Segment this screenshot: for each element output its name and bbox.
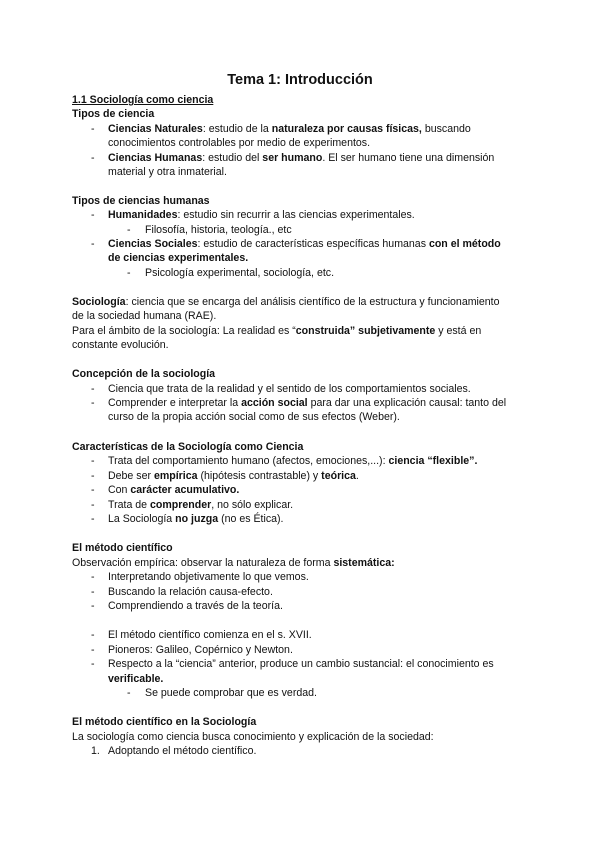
paragraph-observacion: Observación empírica: observar la naturaleza de forma sistemática: xyxy=(72,557,395,569)
section-heading-1-1: 1.1 Sociología como ciencia xyxy=(72,94,214,106)
heading-metodo-cientifico: El método científico xyxy=(72,542,173,554)
bullet-dash: - xyxy=(91,455,95,467)
bullet-dash: - xyxy=(91,629,95,641)
bullet-dash: - xyxy=(91,383,95,395)
bullet-dash: - xyxy=(91,513,95,525)
list-item: El método científico comienza en el s. XVII. xyxy=(108,629,312,641)
list-item-continuation: curso de la propia acción social como de sus efectos (Weber). xyxy=(108,411,400,423)
list-item-ciencias-naturales: Ciencias Naturales: estudio de la naturaleza por causas físicas, buscando xyxy=(108,123,471,135)
list-item: La Sociología no juzga (no es Ética). xyxy=(108,513,284,525)
heading-tipos-ciencias-humanas: Tipos de ciencias humanas xyxy=(72,195,210,207)
definition-sociologia: Sociología: ciencia que se encarga del análisis científico de la estructura y funcionamiento xyxy=(72,296,500,308)
list-item-continuation: de ciencias experimentales. xyxy=(108,252,249,264)
list-item: Trata del comportamiento humano (afectos, emociones,...): ciencia “flexible”. xyxy=(108,455,478,467)
bullet-dash: - xyxy=(91,484,95,496)
sub-list-item: Filosofía, historia, teología., etc xyxy=(145,224,292,236)
sub-bullet-dash: - xyxy=(127,687,131,699)
list-item-continuation: conocimientos controlables por medio de experimentos. xyxy=(108,137,371,149)
bullet-dash: - xyxy=(91,238,95,250)
paragraph-intro: La sociología como ciencia busca conocimiento y explicación de la sociedad: xyxy=(72,731,434,743)
list-number: 1. xyxy=(91,745,100,757)
list-item: Debe ser empírica (hipótesis contrastable) y teórica. xyxy=(108,470,359,482)
numbered-list-item: Adoptando el método científico. xyxy=(108,745,257,757)
definition-continuation: de la sociedad humana (RAE). xyxy=(72,310,217,322)
list-item: Comprender e interpretar la acción social para dar una explicación causal: tanto del xyxy=(108,397,507,409)
list-item: Comprendiendo a través de la teoría. xyxy=(108,600,283,612)
list-item: Trata de comprender, no sólo explicar. xyxy=(108,499,294,511)
bullet-dash: - xyxy=(91,586,95,598)
bullet-dash: - xyxy=(91,658,95,670)
bullet-dash: - xyxy=(91,123,95,135)
list-item: Respecto a la “ciencia” anterior, produce un cambio sustancial: el conocimiento es xyxy=(108,658,494,670)
heading-concepcion: Concepción de la sociología xyxy=(72,368,216,380)
list-item-ciencias-sociales: Ciencias Sociales: estudio de características específicas humanas con el método xyxy=(108,238,501,250)
list-item-continuation: verificable. xyxy=(108,673,164,685)
paragraph-realidad: Para el ámbito de la sociología: La realidad es “construida” subjetivamente y está en xyxy=(72,325,482,337)
bullet-dash: - xyxy=(91,397,95,409)
bullet-dash: - xyxy=(91,571,95,583)
bullet-dash: - xyxy=(91,209,95,221)
sub-list-item: Psicología experimental, sociología, etc. xyxy=(145,267,335,279)
sub-list-item: Se puede comprobar que es verdad. xyxy=(145,687,317,699)
list-item: Ciencia que trata de la realidad y el sentido de los comportamientos sociales. xyxy=(108,383,471,395)
bullet-dash: - xyxy=(91,499,95,511)
list-item: Interpretando objetivamente lo que vemos. xyxy=(108,571,309,583)
sub-bullet-dash: - xyxy=(127,267,131,279)
list-item: Con carácter acumulativo. xyxy=(108,484,240,496)
heading-tipos-de-ciencia: Tipos de ciencia xyxy=(72,108,155,120)
list-item: Buscando la relación causa-efecto. xyxy=(108,586,273,598)
bullet-dash: - xyxy=(91,644,95,656)
page-title: Tema 1: Introducción xyxy=(227,72,373,88)
list-item-continuation: material y otra inmaterial. xyxy=(108,166,227,178)
heading-caracteristicas: Características de la Sociología como Ciencia xyxy=(72,441,304,453)
bullet-dash: - xyxy=(91,600,95,612)
bullet-dash: - xyxy=(91,152,95,164)
bullet-dash: - xyxy=(91,470,95,482)
list-item: Pioneros: Galileo, Copérnico y Newton. xyxy=(108,644,293,656)
paragraph-continuation: constante evolución. xyxy=(72,339,169,351)
list-item-ciencias-humanas: Ciencias Humanas: estudio del ser humano. El ser humano tiene una dimensión xyxy=(108,152,495,164)
list-item-humanidades: Humanidades: estudio sin recurrir a las ciencias experimentales. xyxy=(108,209,415,221)
sub-bullet-dash: - xyxy=(127,224,131,236)
heading-metodo-sociologia: El método científico en la Sociología xyxy=(72,716,257,728)
